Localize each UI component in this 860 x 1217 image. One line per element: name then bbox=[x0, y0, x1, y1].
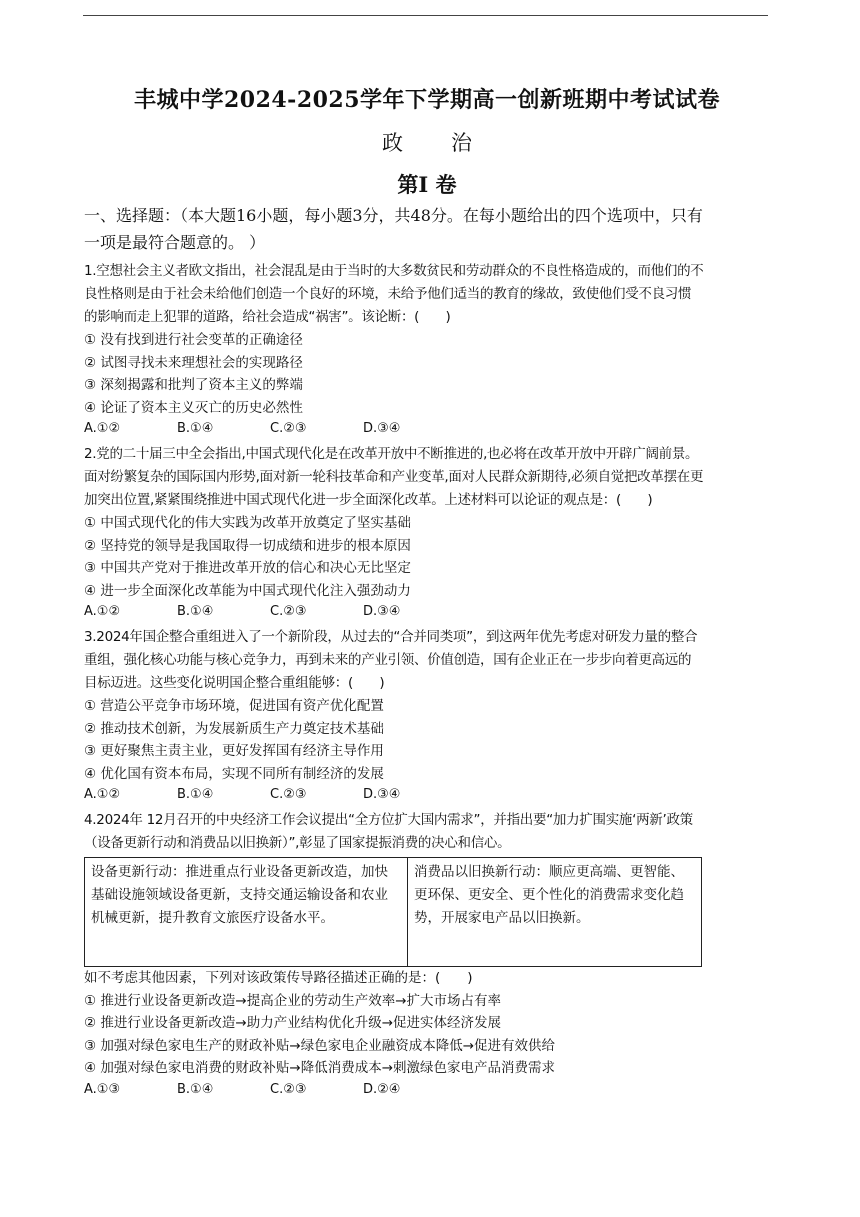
choice-c[interactable]: C.②③ bbox=[270, 421, 307, 436]
option-item: ③ 中国共产党对于推进改革开放的信心和决心无比坚定 bbox=[84, 560, 411, 576]
stem-line: 目标迈进。这些变化说明国企整合重组能够：( ) bbox=[84, 675, 385, 691]
policy-table bbox=[84, 857, 702, 967]
option-item: ① 中国式现代化的伟大实践为改革开放奠定了坚实基础 bbox=[84, 515, 411, 531]
choice-b[interactable]: B.①④ bbox=[177, 421, 214, 436]
section-heading-line: 一、选择题：（本大题16小题，每小题3分，共48分。在每小题给出的四个选项中，只有 bbox=[84, 206, 703, 225]
choice-a[interactable]: A.①② bbox=[84, 421, 121, 436]
option-item: ③ 深刻揭露和批判了资本主义的弊端 bbox=[84, 377, 303, 393]
question-stem bbox=[84, 626, 770, 695]
stem-line: 良性格则是由于社会未给他们创造一个良好的环境，未给予他们适当的教育的缘故，致使他们受不良习惯 bbox=[84, 286, 692, 302]
stem-line: 4.2024年 12月召开的中央经济工作会议提出“全方位扩大国内需求”，并指出要“加力扩围实施‘两新’政策 bbox=[84, 812, 693, 828]
choice-a[interactable]: A.①③ bbox=[84, 1081, 121, 1097]
choice-b[interactable]: B.①④ bbox=[177, 787, 214, 802]
answer-choices bbox=[84, 419, 770, 439]
choice-b[interactable]: B.①④ bbox=[177, 604, 214, 619]
choice-d[interactable]: D.②④ bbox=[363, 1081, 401, 1097]
option-item: ② 试图寻找未来理想社会的实现路径 bbox=[84, 354, 303, 371]
option-item: ④ 进一步全面深化改革能为中国式现代化注入强劲动力 bbox=[84, 582, 411, 599]
option-item: ① 没有找到进行社会变革的正确途径 bbox=[84, 332, 303, 348]
option-item: ③ 加强对绿色家电生产的财政补贴→绿色家电企业融资成本降低→促进有效供给 bbox=[84, 1037, 556, 1054]
subject-char-2: 治 bbox=[451, 131, 472, 155]
stem-line: 1.空想社会主义者欧文指出，社会混乱是由于当时的大多数贫民和劳动群众的不良性格造成的，而他们的不 bbox=[84, 263, 704, 279]
stem-line: （设备更新行动和消费品以旧换新）”,彰显了国家提振消费的决心和信心。 bbox=[84, 835, 511, 851]
exam-paper bbox=[84, 84, 770, 1100]
subject-title bbox=[84, 128, 770, 158]
option-item: ④ 论证了资本主义灭亡的历史必然性 bbox=[84, 399, 303, 416]
answer-choices bbox=[84, 602, 770, 622]
stem-line: 3.2024年国企整合重组进入了一个新阶段，从过去的“合并同类项”，到这两年优先考虑对研发力量的整合 bbox=[84, 629, 698, 645]
trade-in-cell: 消费品以旧换新行动：顺应更高端、更智能、更环保、更安全、更个性化的消费需求变化趋势，开展家电产品以旧换新。 bbox=[414, 864, 684, 926]
choice-d[interactable]: D.③④ bbox=[363, 604, 401, 619]
choice-b[interactable]: B.①④ bbox=[177, 1081, 214, 1097]
part-title: 第I 卷 bbox=[397, 172, 457, 197]
choice-a[interactable]: A.①② bbox=[84, 604, 121, 619]
stem-line: 重组，强化核心功能与核心竞争力，再到未来的产业引领、价值创造，国有企业正在一步步向着更高远的 bbox=[84, 652, 692, 668]
question-stem bbox=[84, 809, 770, 855]
exam-title: 丰城中学2024-2025学年下学期高一创新班期中考试试卷 bbox=[133, 87, 721, 113]
answer-choices bbox=[84, 1080, 770, 1100]
option-item: ② 推进行业设备更新改造→助力产业结构优化升级→促进实体经济发展 bbox=[84, 1015, 502, 1031]
question-1 bbox=[84, 260, 770, 439]
question-prompt: 如不考虑其他因素，下列对该政策传导路径描述正确的是：( ) bbox=[84, 970, 473, 986]
question-stem bbox=[84, 443, 770, 512]
equipment-update-cell: 设备更新行动：推进重点行业设备更新改造，加快基础设施领域设备更新，支持交通运输设备和农业机械更新，提升教育文旅医疗设备水平。 bbox=[85, 858, 408, 966]
choice-c[interactable]: C.②③ bbox=[270, 787, 307, 802]
section-heading bbox=[84, 202, 770, 256]
stem-line: 2.党的二十届三中全会指出,中国式现代化是在改革开放中不断推进的,也必将在改革开放中开辟广阔前景。 bbox=[84, 446, 699, 462]
subject-char-1: 政 bbox=[382, 131, 403, 155]
option-item: ③ 更好聚焦主责主业，更好发挥国有经济主导作用 bbox=[84, 743, 384, 759]
option-item: ② 坚持党的领导是我国取得一切成绩和进步的根本原因 bbox=[84, 537, 411, 554]
option-item: ① 营造公平竞争市场环境，促进国有资产优化配置 bbox=[84, 698, 384, 714]
question-3 bbox=[84, 626, 770, 805]
option-item: ② 推动技术创新，为发展新质生产力奠定技术基础 bbox=[84, 720, 384, 737]
answer-choices bbox=[84, 785, 770, 805]
choice-c[interactable]: C.②③ bbox=[270, 604, 307, 619]
question-stem bbox=[84, 260, 770, 329]
top-rule bbox=[83, 15, 768, 16]
option-item: ④ 优化国有资本布局，实现不同所有制经济的发展 bbox=[84, 765, 384, 782]
choice-c[interactable]: C.②③ bbox=[270, 1081, 307, 1097]
stem-line: 的影响而走上犯罪的道路，给社会造成“祸害”。该论断：( ) bbox=[84, 309, 451, 325]
choice-a[interactable]: A.①② bbox=[84, 787, 121, 802]
option-item: ④ 加强对绿色家电消费的财政补贴→降低消费成本→刺激绿色家电产品消费需求 bbox=[84, 1060, 556, 1076]
stem-line: 加突出位置,紧紧围绕推进中国式现代化进一步全面深化改革。上述材料可以论证的观点是：( ) bbox=[84, 492, 653, 508]
option-item: ① 推进行业设备更新改造→提高企业的劳动生产效率→扩大市场占有率 bbox=[84, 992, 502, 1009]
question-4 bbox=[84, 809, 770, 1100]
stem-line: 面对纷繁复杂的国际国内形势,面对新一轮科技革命和产业变革,面对人民群众新期待,必须自觉把改革摆在更 bbox=[84, 469, 704, 485]
choice-d[interactable]: D.③④ bbox=[363, 421, 401, 436]
section-heading-line: 一项是最符合题意的。 ） bbox=[84, 233, 266, 252]
choice-d[interactable]: D.③④ bbox=[363, 787, 401, 802]
question-2 bbox=[84, 443, 770, 622]
